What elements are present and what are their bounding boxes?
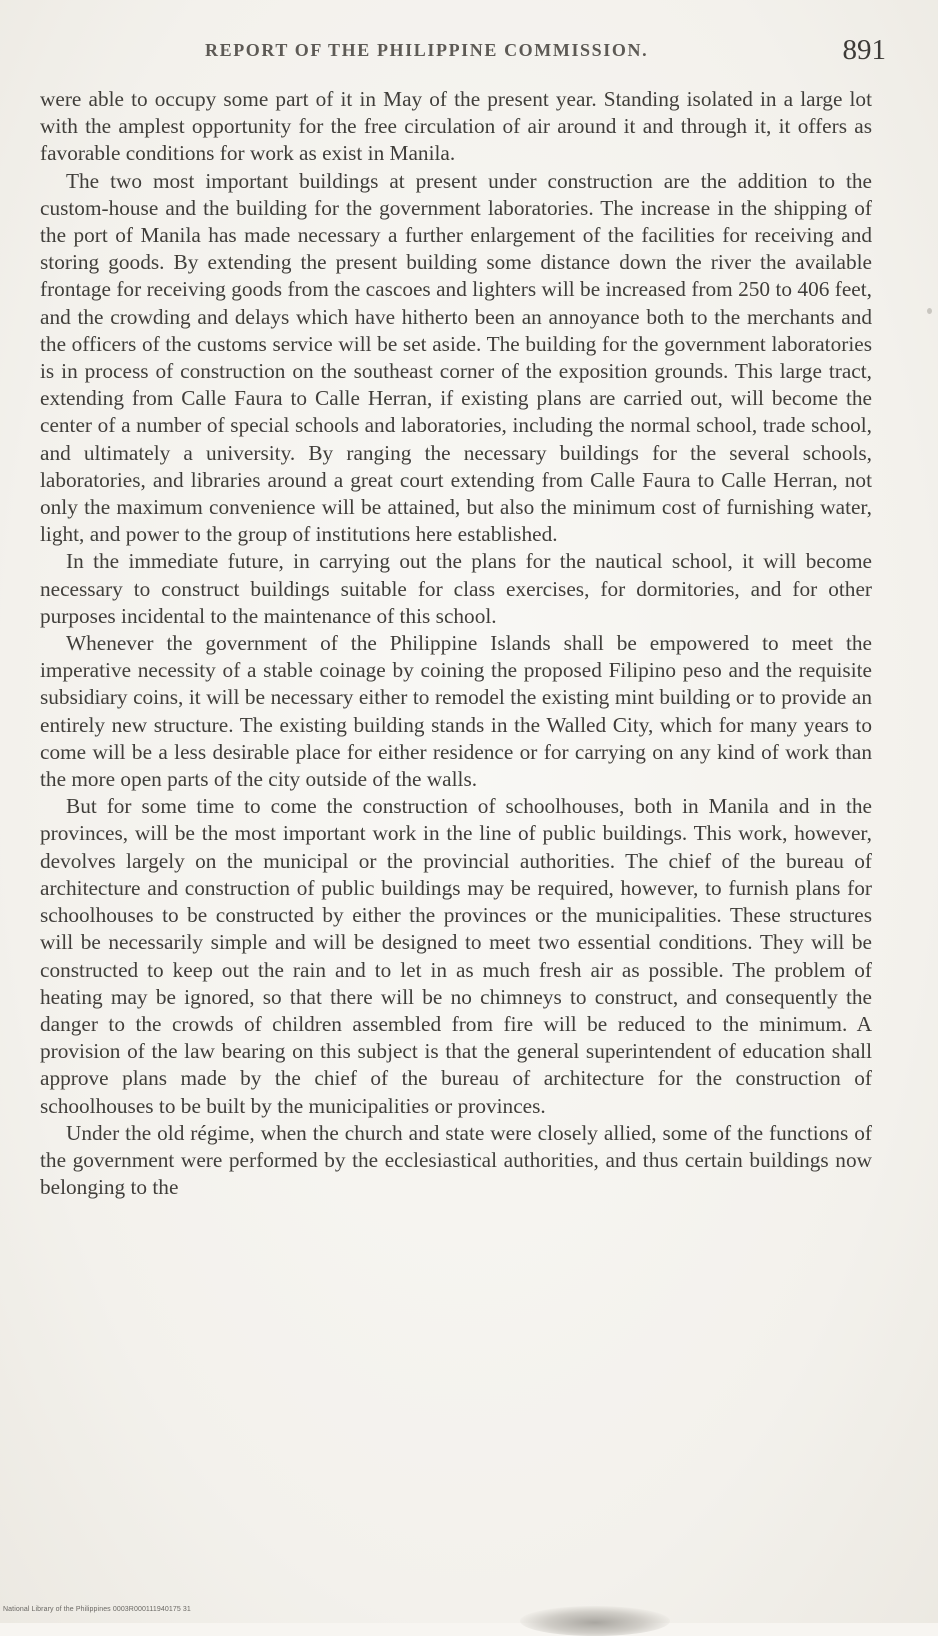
paragraph-continued: were able to occupy some part of it in May of the present year. Standing isolated in a large lot with the amplest opportunity for the free circulation of air around it and through it, it offers as favorable conditions for work as exist in Manila.: [40, 87, 872, 166]
paragraph-buildings-under-construction: The two most important buildings at present under construction are the addition to the custom-house and the building for the government laboratories. The increase in the shipping of the port of Manila has made necessary a further enlargement of the facilities for receiving and storing goods. By extending the present building some distance down the river the available frontage for receiving goods from the cascoes and lighters will be increased from 250 to 406 feet, and the crowding and delays which have hitherto been an annoyance both to the merchants and the officers of the customs service will be set aside. The building for the government laboratories is in process of construction on the southeast corner of the exposition grounds. This large tract, extending from Calle Faura to Calle Herran, if existing plans are carried out, will become the center of a number of special schools and laboratories, including the normal school, trade school, and ultimately a university. By ranging the necessary buildings for the several schools, laboratories, and libraries around a great court extending from Calle Faura to Calle Herran, not only the maximum convenience will be attained, but also the minimum cost of furnishing water, light, and power to the group of institutions here established.: [40, 168, 872, 547]
paper-speck: [927, 308, 932, 314]
running-title: REPORT OF THE PHILIPPINE COMMISSION.: [205, 40, 649, 60]
body-text: [40, 86, 872, 1201]
paragraph-nautical-school: In the immediate future, in carrying out the plans for the nautical school, it will become necessary to construct buildings suitable for class exercises, for dormitories, and for other purposes incidental to the maintenance of this school.: [40, 549, 872, 628]
running-head: [40, 36, 886, 66]
page-number: 891: [842, 34, 886, 66]
scan-smudge: [520, 1606, 670, 1636]
scan-credit: National Library of the Philippines 0003R000111940175 31: [3, 1606, 191, 1613]
paragraph-old-regime: Under the old régime, when the church and state were closely allied, some of the functions of the government were performed by the ecclesiastical authorities, and thus certain buildings now belonging to the: [40, 1120, 872, 1200]
paragraph-schoolhouses: But for some time to come the construction of schoolhouses, both in Manila and in the provinces, will be the most important work in the line of public buildings. This work, however, devolves largely on the municipal or the provincial authorities. The chief of the bureau of architecture and construction of public buildings may be required, however, to furnish plans for schoolhouses to be constructed by either the provinces or the municipalities. These structures will be necessarily simple and will be designed to meet two essential conditions. They will be constructed to keep out the rain and to let in as much fresh air as possible. The problem of heating may be ignored, so that there will be no chimneys to construct, and consequently the danger to the crowds of children assembled from fire will be reduced to the minimum. A provision of the law bearing on this subject is that the general superintendent of education shall approve plans made by the chief of the bureau of architecture for the construction of schoolhouses to be built by the municipalities or provinces.: [40, 794, 872, 1118]
paragraph-mint-building: Whenever the government of the Philippine Islands shall be empowered to meet the imperative necessity of a stable coinage by coining the proposed Filipino peso and the requisite subsidiary coins, it will be necessary either to remodel the existing mint building or to provide an entirely new structure. The existing building stands in the Walled City, which for many years to come will be a less desirable place for either residence or for carrying on any kind of work than the more open parts of the city outside of the walls.: [40, 631, 872, 792]
